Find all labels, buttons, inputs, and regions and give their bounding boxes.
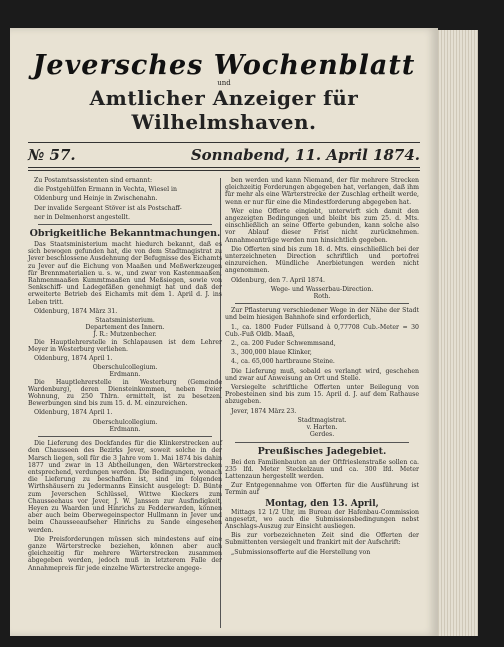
notice-date: Oldenburg, den 7. April 1874. <box>231 276 325 284</box>
notice-date: Jever, 1874 März 23. <box>231 407 297 415</box>
title-connector: und <box>217 79 231 87</box>
signature: J. R.: Mutzenbecher. <box>93 331 157 339</box>
notice-paragraph: Die Hauptlehrerstelle in Westerburg (Gemeinde Wardenburg), deren Diensteinkommen, neben freier Wohnung, zu 250 Thlrn. ermittelt, ist zu besetzen. Bewerbungen sind bis zum 15. d. M. einzureichen. <box>28 378 222 408</box>
notice-paragraph: Das Staatsministerium macht hiedurch bekannt, daß es sich bewogen gefunden hat, die von dem Stadtmagistrat zu Jever beschlossene Ausdehnung der Befugnisse des Eichamts zu Jever auf die Eichung von Maaßen und Meßwerkzeugen für Brennmaterialien u. s. w., und zwar von Kastenmaaßen, Rahmenmaaßen Kummtmaaßen und Meßsiegen, sowie von Senkschiff- und Ladegefäßen genehmigt hat und daß der erweiterte Betrieb des Eichamts mit dem 1. April d. J. ins Leben tritt. <box>28 241 222 306</box>
separator <box>235 442 409 443</box>
signature: Gerdes. <box>309 431 335 439</box>
notice-paragraph: Wer eine Offerte eingiebt, unterwirft sich damit den angezeigten Bedingungen und bleibt bis zum 25. d. Mts. einschließlich an seine Offerte gebunden, kann solche also vor Ablauf dieser Frist nicht zurücknehmen. Annahmeanträge werden nun hinsichtlich gegeben. <box>225 207 419 244</box>
signature: Departement des Innern. <box>85 324 165 332</box>
notice-paragraph: Die Preisforderungen müssen sich mindestens auf eine ganze Wärterstrecke beziehen, können aber auch gleichzeitig für mehrere Wärterstrecken zusammen abgegeben werden, jedoch muß in letzterem Falle der Annahmepreis für jede einzelne Wärterstrecke angege- <box>28 535 222 572</box>
top-rule <box>28 142 420 143</box>
list-item: 2., ca. 200 Fuder Schwemmsand, <box>231 340 336 348</box>
signature: Wege- und Wasserbau-Direction. <box>270 285 374 293</box>
notice-date: Oldenburg, 1874 April 1. <box>34 409 113 417</box>
section-heading: Preußisches Jadegebiet. <box>257 445 387 457</box>
issue-number: № 57. <box>28 146 76 164</box>
intro-line: Oldenburg und Heinje in Zwischenahn. <box>34 195 158 203</box>
intro-line: Zu Postamtsassistenten sind ernannt: <box>34 177 153 184</box>
newspaper-title: Jeversches Wochenblatt <box>32 50 416 81</box>
notice-paragraph: Bis zur vorbezeichneten Zeit sind die Offerten der Submittenten versiegelt und frankirt mit der Aufschrift: <box>225 532 419 547</box>
notice-paragraph: Zur Entgegennahme von Offerten für die Ausführung ist Termin auf <box>225 482 419 497</box>
notice-paragraph: Bei den Familienbauten an der Oftfrieslenstraße sollen ca. 235 lfd. Meter Steckelzaun und ca. 300 lfd. Meter Lattenzaun hergestellt werden. <box>225 458 419 480</box>
masthead <box>10 50 438 134</box>
issue-rule-1 <box>28 167 420 168</box>
signature: Erdmann. <box>109 371 141 379</box>
list-item: 3., 300,000 blaue Klinker, <box>231 349 312 357</box>
list-item: 4., ca. 65,000 hartbraune Steine. <box>231 358 335 366</box>
separator <box>38 224 212 225</box>
left-column <box>28 177 222 574</box>
right-column <box>225 177 419 558</box>
issue-date: Sonnabend, 11. April 1874. <box>190 146 420 164</box>
notice-paragraph: Mittags 12 1/2 Uhr, im Bureau der Hafenbau-Commission angesetzt, wo auch die Submissionsbedingungen nebst Anschlags-Auszug zur Einsicht ausliegen. <box>225 508 419 530</box>
notice-paragraph: Zur Pflasterung verschiedener Wege in der Nähe der Stadt und beim hiesigen Bahnhofe sind erforderlich, <box>225 307 419 322</box>
signature: Oberschulcollegium. <box>92 418 158 426</box>
intro-line: Der invalide Sergeant Stöver ist als Postschaff- <box>34 204 182 212</box>
signature: Roth. <box>313 293 331 301</box>
signature: Stadtmagistrat. <box>297 416 347 424</box>
intro-line: die Postgehülfen Ermann in Vechta, Wiesel in <box>34 186 177 194</box>
notice-paragraph: Die Lieferung muß, sobald es verlangt wird, geschehen und zwar auf Anweisung an Ort und Stelle. <box>225 367 419 382</box>
notice-paragraph: Versiegelte schriftliche Offerten unter Beilegung von Probesteinen sind bis zum 15. April d. J. auf dem Rathause abzugeben. <box>225 384 419 406</box>
notice-paragraph: Die Lieferung des Dockfandes für die Klinkerstrecken auf den Chausseen des Bezirks Jever, soweit solche in der Marsch liegen, soll für die 3 Jahre vom 1. Mai 1874 bis dahin 1877 und zwar in 13 Abtheilungen, den Wärterstrecken entsprechend, verdungen werden. Die Bedingungen, wonach die Lieferung zu beschaffen ist, sind im folgenden Wirthshäusern zu Jedermanns Einsicht ausgelegt: D. Bünte zum Jeverschen Schlüssel, Wittwe Kieckers zum Chausseehaus vor Jever, J. W. Janssen zur Ausfindigkeit, Heyen zu Waarden und Hinrichs zu Fedderwarden, können aber auch beim Oberwegeinspector Hullmann in Jever und beim Chausseeaufseher Hinrichs zu Sande eingesehen werden. <box>28 440 222 534</box>
separator <box>235 303 409 304</box>
notice-paragraph: „Submissionsofferte auf die Herstellung von <box>231 548 371 556</box>
section-heading: Obrigkeitliche Bekanntmachungen. <box>29 228 221 240</box>
notice-paragraph: Die Offerten sind bis zum 18. d. Mts. einschließlich bei der unterzeichneten Direction schriftlich und portofrei einzureichen. Mündliche Anerbietungen werden nicht angenommen. <box>225 245 419 275</box>
newspaper-subtitle: Amtlicher Anzeiger für Wilhelmshaven. <box>89 86 359 134</box>
issue-line <box>28 146 420 164</box>
termin-date: Montag, den 13. April, <box>265 498 379 509</box>
signature: Erdmann. <box>109 425 141 433</box>
intro-line: ner in Delmenhorst angestellt. <box>34 213 130 221</box>
separator <box>38 436 212 437</box>
book-page-edges <box>438 30 478 636</box>
signature: v. Harten. <box>306 424 338 432</box>
notice-date: Oldenburg, 1874 März 31. <box>34 307 118 315</box>
list-item: 1., ca. 1800 Fuder Füllsand à 0,77708 Cub.-Meter = 30 Cub.-Fuß Oldb. Maaß, <box>225 323 419 338</box>
newspaper-page <box>10 28 438 636</box>
signature: Staatsministerium. <box>95 317 155 325</box>
notice-date: Oldenburg, 1874 April 1. <box>34 355 113 363</box>
notice-paragraph: Die Hauptlehrerstelle in Schlapausen ist dem Lehrer Meyer in Westerburg verliehen. <box>28 338 222 353</box>
issue-rule-2 <box>28 170 420 171</box>
signature: Oberschulcollegium. <box>92 364 158 372</box>
notice-paragraph: ben werden und kann Niemand, der für mehrere Strecken gleichzeitig Forderungen abgegeben hat, verlangen, daß ihm für mehr als eine Wärterstrecke der Zuschlag ertheilt werde, wenn er nur für eine die Mindestforderung abgegeben hat. <box>225 177 419 206</box>
